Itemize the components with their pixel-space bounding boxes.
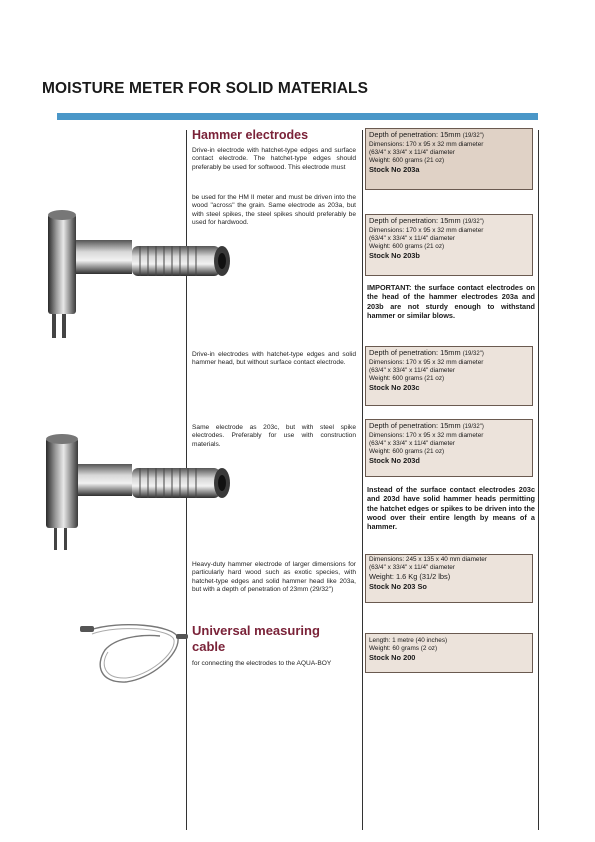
- hammer-electrodes-title: Hammer electrodes: [192, 128, 309, 142]
- cable-weight: Weight: 60 grams (2 oz): [369, 645, 438, 652]
- dimensions: Dimensions: 170 x 95 x 32 mm diameter: [369, 227, 484, 234]
- dimensions-inches: (63/4" x 33/4" x 11/4" diameter: [369, 440, 455, 447]
- depth-fraction: (19/32"): [462, 219, 484, 225]
- cable-title-line1: Universal measuring: [192, 623, 320, 638]
- spec-box-200: [365, 633, 533, 673]
- depth-fraction: (19/32"): [462, 133, 484, 139]
- stock-number: Stock No 203 So: [369, 582, 427, 591]
- stock-number: Stock No 203a: [369, 165, 420, 174]
- spec-box-203so: [365, 554, 533, 603]
- desc-203d: Same electrode as 203c, but with steel spike electrodes. Preferably for use with construction materials.: [192, 424, 356, 448]
- desc-203a: Drive-in electrode with hatchet-type edges and surface contact electrode. The hatchet-type edges should preferably be used for softwood. This electrode must: [192, 147, 356, 171]
- desc-203c: Drive-in electrodes with hatchet-type edges and solid hammer head, but without surface contact electrode.: [192, 351, 356, 367]
- important-note: IMPORTANT: the surface contact electrodes on the head of the hammer electrodes 203a and 203b are not sturdy enough to withstand hammer or similar blows.: [367, 283, 535, 320]
- weight: Weight: 600 grams (21 oz): [369, 157, 445, 164]
- hammer-electrode-image-203c: [40, 430, 250, 560]
- spec-box-203b: [365, 214, 533, 276]
- page-title: MOISTURE METER FOR SOLID MATERIALS: [42, 80, 369, 97]
- dimensions: Dimensions: 170 x 95 x 32 mm diameter: [369, 141, 484, 148]
- spec-box-203d: [365, 419, 533, 477]
- title-accent-bar: [57, 113, 538, 120]
- dimensions-inches: (63/4" x 33/4" x 11/4" diameter: [369, 564, 455, 571]
- stock-number: Stock No 203d: [369, 456, 420, 465]
- cable-title-line2: cable: [192, 639, 226, 654]
- depth-label: Depth of penetration: 15mm: [369, 216, 461, 225]
- cable-desc: for connecting the electrodes to the AQUA-BOY: [192, 660, 332, 667]
- weight: Weight: 600 grams (21 oz): [369, 375, 445, 382]
- stock-number: Stock No 200: [369, 653, 416, 662]
- depth-label: Depth of penetration: 15mm: [369, 421, 461, 430]
- depth-fraction: (19/32"): [462, 424, 484, 430]
- weight: Weight: 600 grams (21 oz): [369, 243, 445, 250]
- depth-label: Depth of penetration: 15mm: [369, 348, 461, 357]
- cable-length: Length: 1 metre (40 inches): [369, 637, 448, 644]
- desc-203so: Heavy-duty hammer electrode of larger dimensions for particularly hard wood such as exotic species, with hatchet-type edges and solid hammer head like 203a, but with a depth of penetration of 23mm (29/32"): [192, 561, 356, 594]
- spec-box-203a: [365, 128, 533, 190]
- stock-number: Stock No 203b: [369, 251, 420, 260]
- cable-image: [80, 620, 190, 690]
- weight: Weight: 1.6 Kg (31/2 lbs): [369, 572, 451, 581]
- dimensions-inches: (63/4" x 33/4" x 11/4" diameter: [369, 235, 455, 242]
- instead-note: Instead of the surface contact electrodes 203c and 203d have solid hammer heads permitting the hatchet edges or spikes to be driven into the wood over their entire length by means of a hammer.: [367, 485, 535, 532]
- dimensions: Dimensions: 170 x 95 x 32 mm diameter: [369, 432, 484, 439]
- hammer-electrode-image-203a: [40, 196, 250, 346]
- right-column-divider: [538, 130, 539, 830]
- dimensions: Dimensions: 170 x 95 x 32 mm diameter: [369, 359, 484, 366]
- dimensions-inches: (63/4" x 33/4" x 11/4" diameter: [369, 367, 455, 374]
- desc-203b: be used for the HM II meter and must be driven into the wood "across" the grain. Same electrode as 203a, but with steel spikes, the steel spikes should preferably be used for hardwood.: [192, 194, 356, 227]
- cable-title: [192, 623, 320, 655]
- stock-number: Stock No 203c: [369, 383, 420, 392]
- middle-column-divider: [362, 130, 363, 830]
- dimensions: Dimensions: 245 x 135 x 40 mm diameter: [369, 556, 487, 563]
- weight: Weight: 600 grams (21 oz): [369, 448, 445, 455]
- dimensions-inches: (63/4" x 33/4" x 11/4" diameter: [369, 149, 455, 156]
- depth-fraction: (19/32"): [462, 351, 484, 357]
- spec-box-203c: [365, 346, 533, 406]
- depth-label: Depth of penetration: 15mm: [369, 130, 461, 139]
